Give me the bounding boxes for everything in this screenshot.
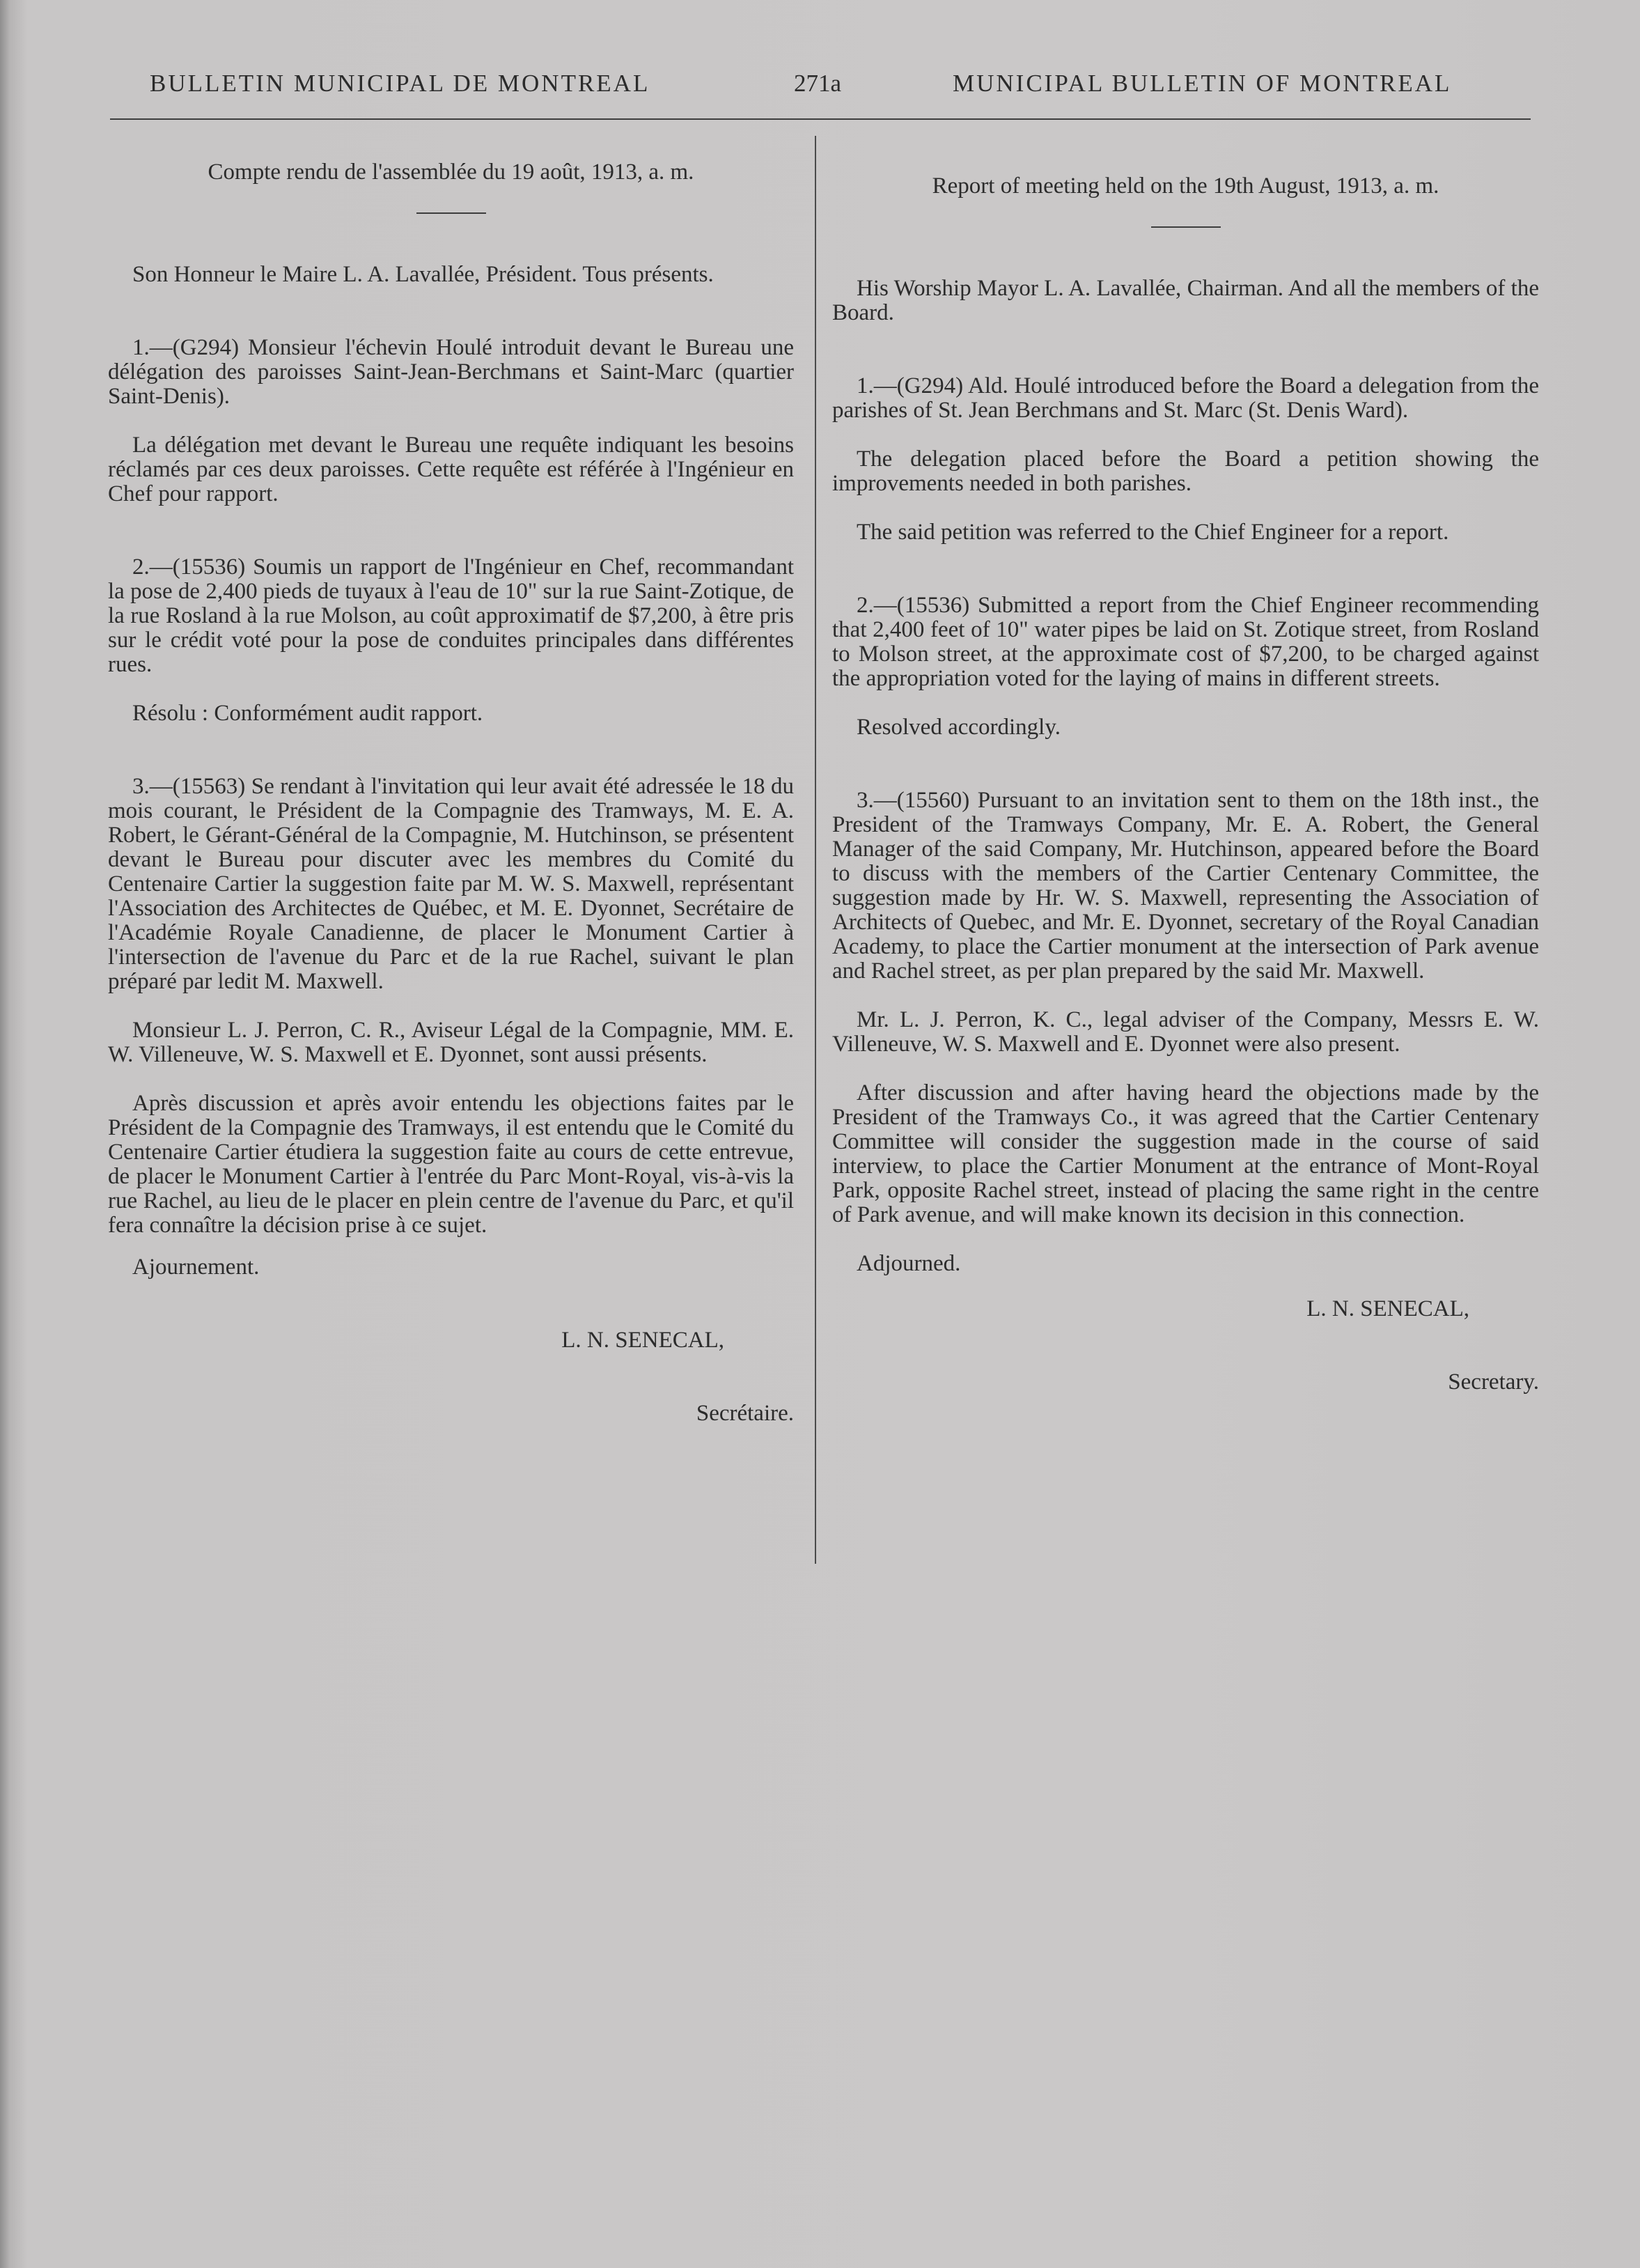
french-item3-invitation: 3.—(15563) Se rendant à l'invitation qui leur avait été adressée le 18 du mois courant, le Président de la Compagnie des Tramways, M. E. A. Robert, le Gérant-Général de la Compagnie, M. Hutchinson, se présentent devant le Bureau pour discuter avec les membres du Comité du Centenaire Cartier la suggestion faite par M. W. S. Maxwell, représentant l'Association des Architectes de Québec, et M. E. Dyonnet, Secrétaire de l'Académie Royale Canadienne, de placer le Monument Cartier à l'intersection de l'avenue du Parc et de la rue Rachel, suivant le plan préparé par ledit M. Maxwell. [108, 774, 794, 994]
french-attendance: Son Honneur le Maire L. A. Lavallée, Président. Tous présents. [132, 262, 714, 287]
english-item1-referral: The said petition was referred to the Chief Engineer for a report. [857, 520, 1449, 545]
page-number: 271a [794, 70, 842, 97]
english-item3-present: Mr. L. J. Perron, K. C., legal adviser of the Company, Messrs E. W. Villeneuve, W. S. Maxwell and E. Dyonnet were also present. [832, 1007, 1539, 1057]
english-item3-decision: After discussion and after having heard the objections made by the President of the Tramways Co., it was agreed that the Cartier Centenary Committee will consider the suggestion made in the course of said interview, to place the Cartier Monument at the entrance of Mont-Royal Park, opposite Rachel street, instead of placing the same right in the centre of Park avenue, and will make known its decision in this connection. [832, 1080, 1539, 1227]
french-item1-intro: 1.—(G294) Monsieur l'échevin Houlé introduit devant le Bureau une délégation des paroisses Saint-Jean-Berchmans et Saint-Marc (quartier Saint-Denis). [108, 335, 794, 409]
french-signature-name: L. N. SENECAL, [561, 1328, 724, 1353]
english-signature-role: Secretary. [1448, 1369, 1539, 1395]
french-title-rule [416, 212, 486, 214]
column-divider [815, 136, 816, 1564]
english-signature [832, 1297, 1539, 1395]
french-signature-role: Secrétaire. [696, 1401, 794, 1426]
english-attendance: His Worship Mayor L. A. Lavallée, Chairman. And all the members of the Board. [832, 276, 1539, 325]
english-signature-name: L. N. SENECAL, [1306, 1296, 1469, 1321]
french-adjournment: Ajournement. [132, 1255, 260, 1280]
page-header [0, 70, 1640, 125]
french-signature [108, 1328, 794, 1426]
english-resolution: Resolved accordingly. [857, 715, 1061, 740]
header-rule [110, 118, 1531, 120]
french-item3-present: Monsieur L. J. Perron, C. R., Aviseur Légal de la Compagnie, MM. E. W. Villeneuve, W. S. Maxwell et E. Dyonnet, sont aussi présents. [108, 1018, 794, 1067]
header-english-title: MUNICIPAL BULLETIN OF MONTREAL [953, 70, 1452, 97]
french-item2: 2.—(15536) Soumis un rapport de l'Ingénieur en Chef, recommandant la pose de 2,400 pieds de tuyaux à l'eau de 10" sur la rue Saint-Zotique, de la rue Rosland à la rue Molson, au coût approximatif de $7,200, à être pris sur le crédit voté pour la pose de conduites principales dans différentes rues. [108, 554, 794, 677]
english-item1-petition: The delegation placed before the Board a petition showing the improvements needed in both parishes. [832, 446, 1539, 496]
english-title-rule [1151, 226, 1221, 228]
french-column [108, 160, 794, 1475]
english-item3-invitation: 3.—(15560) Pursuant to an invitation sent to them on the 18th inst., the President of the Tramways Company, Mr. E. A. Robert, the General Manager of the said Company, Mr. Hutchinson, appeared before the Board to discuss with the members of the Cartier Centenary Committee, the suggestion made by Hr. W. S. Maxwell, representing the Association of Architects of Quebec, and Mr. E. Dyonnet, secretary of the Royal Canadian Academy, to place the Cartier monument at the intersection of Park avenue and Rachel street, as per plan prepared by the said Mr. Maxwell. [832, 788, 1539, 984]
english-item2: 2.—(15536) Submitted a report from the Chief Engineer recommending that 2,400 feet of 10" water pipes be laid on St. Zotique street, from Rosland to Molson street, at the approximate cost of $7,200, to be charged against the appropriation voted for the laying of mains in different streets. [832, 593, 1539, 691]
english-item1-intro: 1.—(G294) Ald. Houlé introduced before the Board a delegation from the parishes of St. Jean Berchmans and St. Marc (St. Denis Ward). [832, 373, 1539, 423]
english-column [832, 174, 1539, 1443]
english-report-title: Report of meeting held on the 19th August, 1913, a. m. [932, 173, 1439, 199]
french-item3-decision: Après discussion et après avoir entendu les objections faites par le Président de la Compagnie des Tramways, il est entendu que le Comité du Centenaire Cartier étudiera la suggestion faite au cours de cette entrevue, de placer le Monument Cartier à l'entrée du Parc Mont-Royal, vis-à-vis la rue Rachel, au lieu de le placer en plein centre de l'avenue du Parc, et qu'il fera connaître la décision prise à ce sujet. [108, 1091, 794, 1238]
french-item1-petition: La délégation met devant le Bureau une requête indiquant les besoins réclamés par ces deux paroisses. Cette requête est référée à l'Ingénieur en Chef pour rapport. [108, 433, 794, 506]
english-adjournment: Adjourned. [857, 1251, 961, 1276]
french-report-title: Compte rendu de l'assemblée du 19 août, 1913, a. m. [208, 160, 694, 185]
header-french-title: BULLETIN MUNICIPAL DE MONTREAL [150, 70, 650, 97]
french-resolution: Résolu : Conformément audit rapport. [132, 701, 483, 726]
